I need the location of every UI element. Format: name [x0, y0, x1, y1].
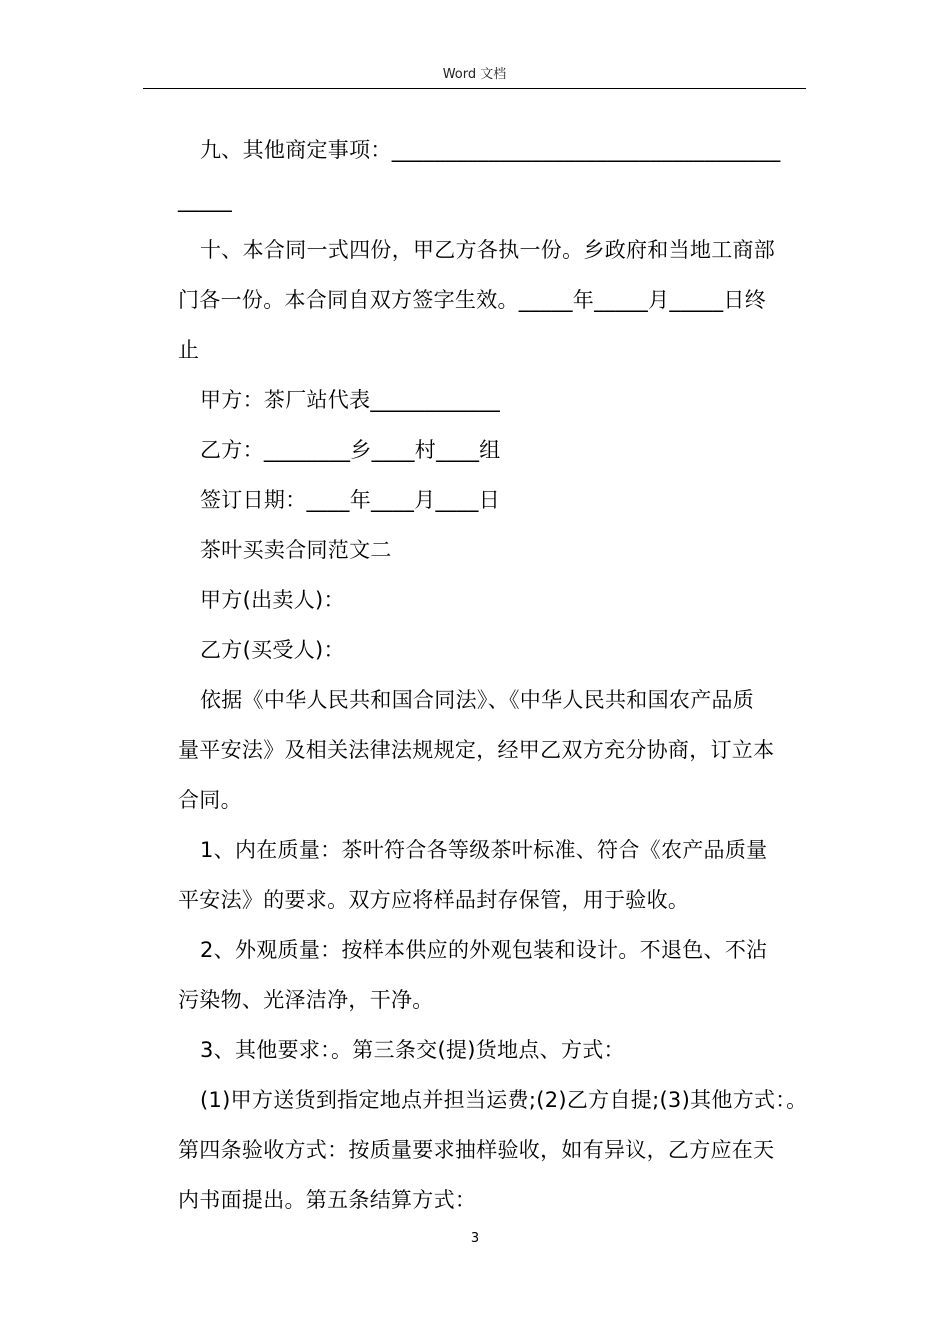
paragraph-line: 依据《中华人民共和国合同法》、《中华人民共和国农产品质	[200, 688, 755, 712]
paragraph-line: 1、内在质量：茶叶符合各等级茶叶标准、符合《农产品质量	[200, 838, 768, 862]
paragraph-line: 量平安法》及相关法律法规规定，经甲乙双方充分协商，订立本	[178, 738, 775, 762]
paragraph-line: 第四条验收方式：按质量要求抽样验收，如有异议，乙方应在天	[178, 1138, 775, 1162]
paragraph-line: 3、其他要求：。第三条交(提)货地点、方式：	[200, 1038, 625, 1062]
paragraph-line: 平安法》的要求。双方应将样品封存保管，用于验收。	[178, 888, 690, 912]
paragraph-line: 合同。	[178, 788, 242, 812]
paragraph-line: 门各一份。本合同自双方签字生效。_____年_____月_____日终	[178, 288, 766, 312]
paragraph-line: 乙方(买受人)：	[200, 638, 345, 662]
page-number: 3	[470, 1231, 480, 1246]
paragraph-line: 甲方：茶厂站代表____________	[200, 388, 500, 412]
paragraph-line: 签订日期：____年____月____日	[200, 488, 500, 512]
header-divider	[143, 88, 806, 89]
paragraph-line: 乙方：________乡____村____组	[200, 438, 501, 462]
paragraph-line: _____	[178, 188, 232, 212]
paragraph-line: 2、外观质量：按样本供应的外观包装和设计。不退色、不沾	[200, 938, 768, 962]
paragraph-line: 止	[178, 338, 200, 362]
section-heading: 茶叶买卖合同范文二	[200, 538, 392, 562]
paragraph-line: (1)甲方送货到指定地点并担当运费;(2)乙方自提;(3)其他方式：。	[200, 1088, 808, 1112]
document-body	[178, 125, 808, 1225]
paragraph-line: 九、其他商定事项：____________________________________	[200, 138, 781, 162]
paragraph-line: 内书面提出。第五条结算方式：	[178, 1188, 477, 1212]
paragraph-line: 甲方(出卖人)：	[200, 588, 345, 612]
paragraph-line: 污染物、光泽洁净，干净。	[178, 988, 434, 1012]
paragraph-line: 十、本合同一式四份，甲乙方各执一份。乡政府和当地工商部	[200, 238, 776, 262]
page-header: Word 文档	[442, 67, 507, 82]
